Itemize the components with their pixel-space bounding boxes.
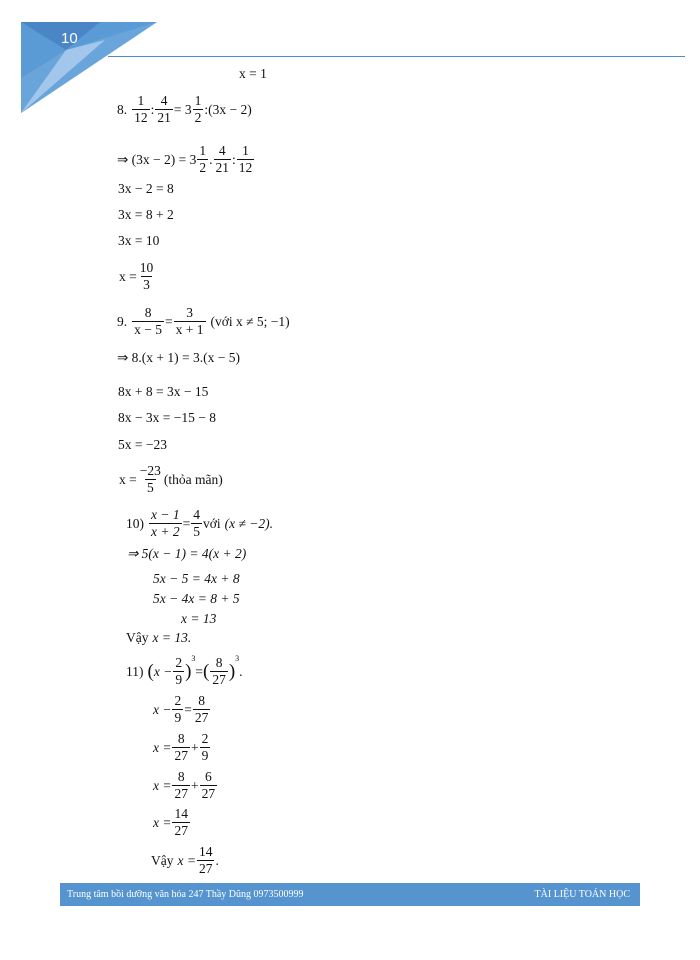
problem-11-step-3: x = $\frac{8}{27}$ + $\frac{6}{27}$ — [153, 769, 216, 802]
problem-8-step-3: 3x = 8 + 2 — [118, 207, 174, 222]
problem-8-step-2: 3x − 2 = 8 — [118, 181, 174, 196]
header-rule — [108, 56, 685, 57]
problem-8-step-4: 3x = 10 — [118, 233, 160, 248]
problem-10-step-4: x = 13 — [181, 611, 217, 626]
problem-8-equation: 8. $\frac{1}{12}$ : $\frac{4}{21}$ = 3 $\frac{1}{2}$ :(3x − 2) — [117, 93, 252, 126]
problem-9-step-5: x = $\frac{-23}{5}$ (thỏa mãn) — [119, 463, 223, 496]
problem-label: 11) — [126, 663, 144, 679]
prev-result: x = 1 — [239, 66, 267, 81]
footer-right-text: TÀI LIỆU TOÁN HỌC — [534, 889, 630, 900]
problem-11-step-1: x − $\frac{2}{9}$ = $\frac{8}{27}$ — [153, 693, 209, 726]
problem-9-step-1: ⇒ 8.(x + 1) = 3.(x − 5) — [117, 350, 241, 365]
fraction: $\frac{1}{12}$ — [134, 93, 148, 126]
problem-label: 8. — [117, 101, 128, 117]
problem-11-equation: 11) ( x − $\frac{2}{9}$ ) 3 = ( $\frac{8}{27}$ ) 3 . — [126, 654, 243, 688]
footer-bar — [60, 883, 640, 906]
problem-label: 10) — [126, 515, 144, 531]
problem-9-step-4: 5x = −23 — [118, 437, 167, 452]
problem-10-equation: 10) $\frac{x - 1}{x + 2}$ = $\frac{4}{5}$ với (x ≠ −2). — [126, 507, 274, 540]
corner-decoration — [0, 0, 700, 130]
problem-10-step-1: ⇒ 5(x − 1) = 4(x + 2) — [127, 546, 247, 561]
problem-11-conclusion: Vậy x = $\frac{14}{27}$ . — [151, 844, 219, 877]
footer-left-text: Trung tâm bồi dưỡng văn hóa 247 Thầy Dũng 0973500999 — [67, 889, 304, 900]
problem-10-conclusion: Vậy x = 13. — [126, 630, 192, 645]
problem-10-step-3: 5x − 4x = 8 + 5 — [153, 591, 240, 606]
problem-11-step-2: x = $\frac{8}{27}$ + $\frac{2}{9}$ — [153, 731, 209, 764]
problem-label: 9. — [117, 313, 128, 329]
problem-11-step-4: x = $\frac{14}{27}$ — [153, 806, 188, 839]
fraction: $\frac{4}{21}$ — [157, 93, 171, 126]
problem-8-step-5: x = $\frac{10}{3}$ — [119, 260, 154, 293]
fraction: $\frac{1}{2}$ — [194, 93, 202, 126]
problem-8-step-1: ⇒ (3x − 2) = 3 $\frac{1}{2}$ . $\frac{4}{21}$ : $\frac{1}{12}$ — [117, 143, 253, 176]
problem-9-equation: 9. $\frac{8}{x - 5}$ = $\frac{3}{x + 1}$ (với x ≠ 5; −1) — [117, 305, 290, 338]
problem-9-step-2: 8x + 8 = 3x − 15 — [118, 384, 209, 399]
problem-10-step-2: 5x − 5 = 4x + 8 — [153, 571, 240, 586]
problem-9-step-3: 8x − 3x = −15 − 8 — [118, 410, 216, 425]
page-number: 10 — [61, 30, 78, 47]
